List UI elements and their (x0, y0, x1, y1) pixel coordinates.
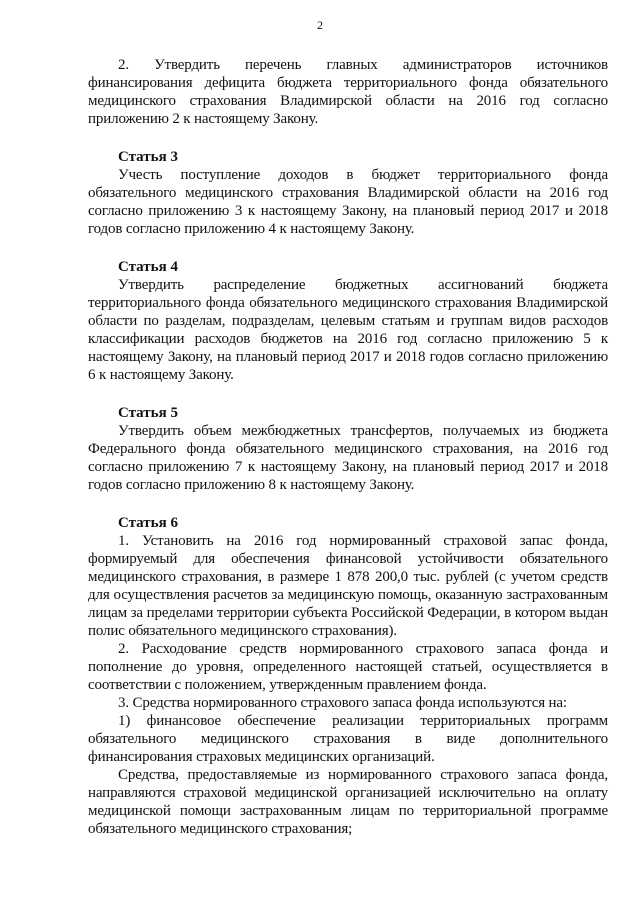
article-heading: Статья 6 (118, 515, 178, 531)
article-intro (88, 56, 608, 128)
paragraph: 1. Установить на 2016 год нормированный страховой запас фонда, формируемый для обеспечения финансовой устойчивости обязательного медицинского страхования, в размере 1 878 200,0 тыс. рублей (с учетом средств для осуществления расчетов за медицинскую помощь, оказанную застрахованным лицам за пределами территории субъекта Российской Федерации, в котором выдан полис обязательного медицинского страхования). (88, 533, 608, 639)
article-heading: Статья 4 (118, 259, 178, 275)
article-3 (88, 148, 608, 238)
paragraph: 1) финансовое обеспечение реализации территориальных программ обязательного медицинского страхования в виде дополнительного финансирования страховых медицинских организаций. (88, 713, 608, 765)
paragraph: Утвердить объем межбюджетных трансфертов, получаемых из бюджета Федерального фонда обязательного медицинского страхования, на 2016 год согласно приложению 7 к настоящему Закону, на плановый период 2017 и 2018 годов согласно приложению 8 к настоящему Закону. (88, 423, 608, 493)
document-body (88, 56, 608, 838)
paragraph: 3. Средства нормированного страхового запаса фонда используются на: (118, 695, 567, 711)
article-6 (88, 514, 608, 838)
article-heading: Статья 3 (118, 149, 178, 165)
article-heading: Статья 5 (118, 405, 178, 421)
paragraph: Учесть поступление доходов в бюджет территориального фонда обязательного медицинского страхования Владимирской области на 2016 год согласно приложению 3 к настоящему Закону, на плановый период 2017 и 2018 годов согласно приложению 4 к настоящему Закону. (88, 167, 608, 237)
paragraph: 2. Расходование средств нормированного страхового запаса фонда и пополнение до уровня, определенного настоящей статьей, осуществляется в соответствии с положением, утвержденным правлением фонда. (88, 641, 608, 693)
paragraph: Утвердить распределение бюджетных ассигнований бюджета территориального фонда обязательного медицинского страхования Владимирской области по разделам, подразделам, целевым статьям и группам видов расходов классификации расходов бюджетов на 2016 год согласно приложению 5 к настоящему Закону, на плановый период 2017 и 2018 годов согласно приложению 6 к настоящему Закону. (88, 277, 608, 383)
paragraph: Средства, предоставляемые из нормированного страхового запаса фонда, направляются страховой медицинской организацией исключительно на оплату медицинской помощи застрахованным лицам по территориальной программе обязательного медицинского страхования; (88, 767, 608, 837)
paragraph: 2. Утвердить перечень главных администраторов источников финансирования дефицита бюджета территориального фонда обязательного медицинского страхования Владимирской области на 2016 год согласно приложению 2 к настоящему Закону. (88, 57, 608, 127)
article-4 (88, 258, 608, 384)
article-5 (88, 404, 608, 494)
page-number: 2 (317, 18, 323, 32)
